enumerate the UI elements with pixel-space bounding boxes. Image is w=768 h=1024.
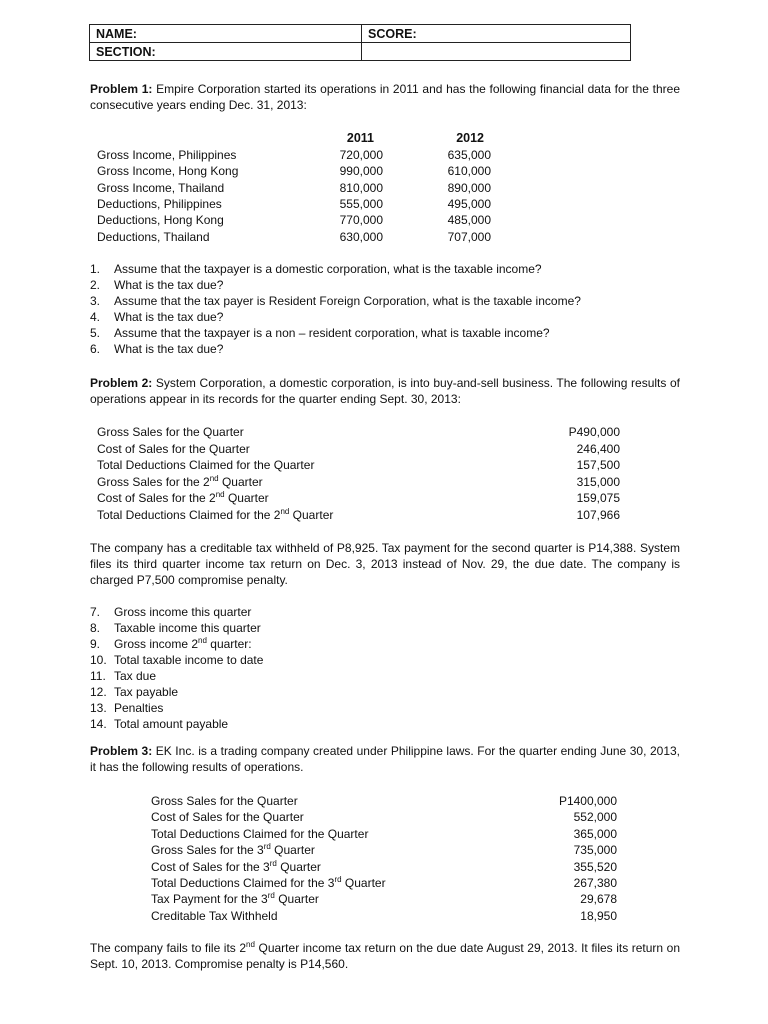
label-sup: nd	[280, 507, 290, 516]
table-row-value: 107,966	[576, 508, 620, 522]
problem3-text: EK Inc. is a trading company created under Philippine laws. For the quarter ending June 30, 2013, it has the following results of operations.	[90, 744, 680, 774]
table-row-label	[151, 908, 278, 924]
label-text: Total Deductions Claimed for the 2	[97, 508, 281, 522]
problem1-title: Problem 1:	[90, 82, 153, 96]
table-row-label	[97, 507, 333, 523]
question-item	[90, 604, 263, 620]
label-text-post: Quarter	[289, 508, 334, 522]
problem3-paragraph	[90, 743, 680, 775]
table-row-label	[97, 424, 244, 440]
question-number: 12.	[90, 685, 107, 699]
table-row-label	[151, 826, 368, 842]
question-text: Total amount payable	[114, 717, 229, 731]
question-text: What is the tax due?	[114, 342, 224, 356]
label-text: Total Deductions Claimed for the Quarter	[97, 458, 315, 473]
label-text: Cost of Sales for the 2	[97, 491, 216, 506]
question-item	[90, 668, 263, 684]
table-row-value: 29,678	[580, 892, 617, 907]
question-item	[90, 277, 581, 293]
problem2-text: System Corporation, a domestic corporation, is into buy-and-sell business. The following results of operations appear in its records for the quarter ending Sept. 30, 2013:	[90, 376, 680, 406]
problem2-paragraph	[90, 375, 680, 407]
question-text: Tax payable	[114, 685, 179, 699]
question-number: 9.	[90, 637, 101, 651]
table-row-value: P490,000	[568, 425, 620, 439]
table-row-value: 18,950	[580, 908, 617, 923]
table-row-value: 267,380	[573, 876, 617, 890]
label-text: Gross Sales for the Quarter	[151, 794, 298, 808]
p1-row-label: Gross Income, Thailand	[97, 180, 225, 195]
label-text: Creditable Tax Withheld	[151, 908, 278, 923]
question-number: 7.	[90, 605, 101, 619]
question-number: 6.	[90, 342, 101, 356]
problem1-paragraph	[90, 81, 680, 113]
table-row-label	[97, 441, 250, 457]
question-item	[90, 261, 581, 277]
label-text-post: Quarter	[276, 859, 321, 874]
label-text: Cost of Sales for the Quarter	[151, 810, 304, 825]
label-text: Gross Sales for the 2	[97, 474, 210, 489]
table-row-label	[151, 891, 319, 907]
question-number: 10.	[90, 653, 107, 667]
question-number: 5.	[90, 326, 101, 340]
question-item	[90, 341, 581, 357]
table-row-label	[151, 859, 321, 875]
question-number: 2.	[90, 278, 101, 292]
question-item	[90, 636, 263, 652]
question-number: 11.	[90, 669, 106, 683]
label-sup: rd	[263, 842, 271, 852]
p1-row-value-2011: 810,000	[339, 180, 383, 195]
p1-row-label: Gross Income, Philippines	[97, 148, 237, 162]
p1-row-value-2011: 770,000	[339, 213, 383, 228]
p1-row-value-2012: 495,000	[447, 196, 491, 211]
table-row-label	[151, 809, 304, 825]
table-row-value: 159,075	[576, 491, 620, 506]
problem3-paragraph-2	[90, 940, 680, 972]
label-text-post: Quarter	[224, 491, 269, 506]
table-row-value: 157,500	[576, 458, 620, 473]
label-text-post: Quarter	[341, 876, 386, 890]
label-text: Cost of Sales for the Quarter	[97, 441, 250, 456]
name-field: NAME:	[90, 25, 362, 43]
label-text-post: Quarter	[274, 892, 319, 907]
p1-row-value-2011: 720,000	[339, 148, 383, 162]
label-text: Total Deductions Claimed for the Quarter	[151, 826, 369, 841]
p1-row-value-2011: 990,000	[339, 164, 383, 179]
p1-row-value-2012: 890,000	[447, 180, 491, 195]
problem2-title: Problem 2:	[90, 376, 153, 390]
question-item	[90, 716, 263, 732]
question-number: 4.	[90, 310, 101, 324]
question-number: 1.	[90, 262, 101, 276]
question-item	[90, 325, 581, 341]
table-row-label	[151, 875, 386, 891]
p3-text2-sup: nd	[246, 940, 255, 949]
table-row-value: 315,000	[576, 474, 620, 489]
p3-text2-pre: The company fails to file its 2	[90, 941, 247, 955]
question-text: Assume that the taxpayer is a domestic corporation, what is the taxable income?	[114, 262, 542, 276]
table-row-value: P1400,000	[558, 794, 617, 808]
p1-row-label: Deductions, Thailand	[97, 229, 210, 244]
table-row-label	[151, 842, 315, 858]
question-item	[90, 684, 263, 700]
p1-row-label: Deductions, Philippines	[97, 196, 222, 211]
table-row-label	[97, 457, 314, 473]
p1-row-value-2012: 707,000	[447, 229, 491, 244]
p1-row-value-2012: 610,000	[447, 164, 491, 179]
p1-row-value-2011: 630,000	[339, 229, 383, 244]
label-text: Gross Sales for the Quarter	[97, 425, 244, 439]
question-item	[90, 293, 581, 309]
question-text-post: quarter:	[206, 637, 252, 651]
p3-text2-post: Quarter income tax return on the due date August 29, 2013. It files its return on Sept. 10, 2013. Compromise penalty is P14,560.	[90, 941, 681, 971]
label-sup: nd	[215, 490, 225, 500]
problem3-title: Problem 3:	[90, 744, 153, 758]
label-sup: rd	[334, 875, 342, 884]
table-row-value: 355,520	[573, 859, 617, 874]
label-text: Total Deductions Claimed for the 3	[151, 876, 335, 890]
question-text: Tax due	[114, 669, 157, 683]
section-blank-cell	[362, 43, 631, 61]
question-number: 13.	[90, 701, 107, 715]
p1-row-value-2012: 485,000	[447, 213, 491, 228]
score-field: SCORE:	[362, 25, 631, 43]
p1-row-label: Gross Income, Hong Kong	[97, 164, 239, 179]
problem2-paragraph-2: The company has a creditable tax withheld of P8,925. Tax payment for the second quarter is P14,388. System files its third quarter income tax return on Dec. 3, 2013 instead of Nov. 29, the due date. The company is charged P7,500 compromise penalty.	[90, 541, 680, 587]
p1-row-value-2011: 555,000	[339, 196, 383, 211]
question-item	[90, 309, 581, 325]
label-text-post: Quarter	[270, 843, 315, 858]
table-row-label	[97, 474, 263, 490]
p1-col-2012: 2012	[456, 131, 484, 145]
p1-col-2011: 2011	[346, 131, 374, 145]
question-text: Penalties	[114, 701, 164, 715]
table-row-value: 552,000	[573, 810, 617, 825]
table-row-value: 365,000	[573, 826, 617, 841]
question-number: 8.	[90, 621, 101, 635]
question-item	[90, 700, 263, 716]
header-table	[89, 24, 631, 61]
label-text: Cost of Sales for the 3	[151, 859, 270, 874]
table-row-label	[151, 793, 298, 809]
question-text: What is the tax due?	[114, 310, 224, 324]
question-number: 3.	[90, 294, 101, 308]
question-text: What is the tax due?	[114, 278, 224, 292]
table-row-label	[97, 490, 269, 506]
label-sup: rd	[267, 891, 275, 901]
question-item	[90, 652, 263, 668]
problem1-text: Empire Corporation started its operations in 2011 and has the following financial data for the three consecutive years ending Dec. 31, 2013:	[90, 82, 681, 112]
question-text: Assume that the taxpayer is a non – resident corporation, what is taxable income?	[114, 326, 550, 340]
section-field: SECTION:	[90, 43, 362, 61]
question-number: 14.	[90, 717, 107, 731]
question-text: Gross income this quarter	[114, 605, 252, 619]
question-text: Taxable income this quarter	[114, 621, 261, 635]
label-sup: rd	[269, 858, 277, 868]
label-text: Tax Payment for the 3	[151, 892, 268, 907]
question-item	[90, 620, 263, 636]
problem1-questions	[90, 261, 581, 357]
question-text: Gross income 2	[114, 637, 199, 651]
p1-row-label: Deductions, Hong Kong	[97, 213, 224, 228]
table-row-value: 246,400	[576, 441, 620, 456]
table-row-value: 735,000	[573, 843, 617, 858]
question-text: Assume that the tax payer is Resident Foreign Corporation, what is the taxable income?	[114, 294, 581, 308]
question-text: Total taxable income to date	[114, 653, 264, 667]
problem2-questions	[90, 604, 263, 732]
p1-row-value-2012: 635,000	[447, 148, 491, 162]
label-text: Gross Sales for the 3	[151, 843, 264, 858]
question-sup: nd	[198, 636, 207, 645]
label-text-post: Quarter	[218, 474, 263, 489]
label-sup: nd	[209, 473, 219, 483]
